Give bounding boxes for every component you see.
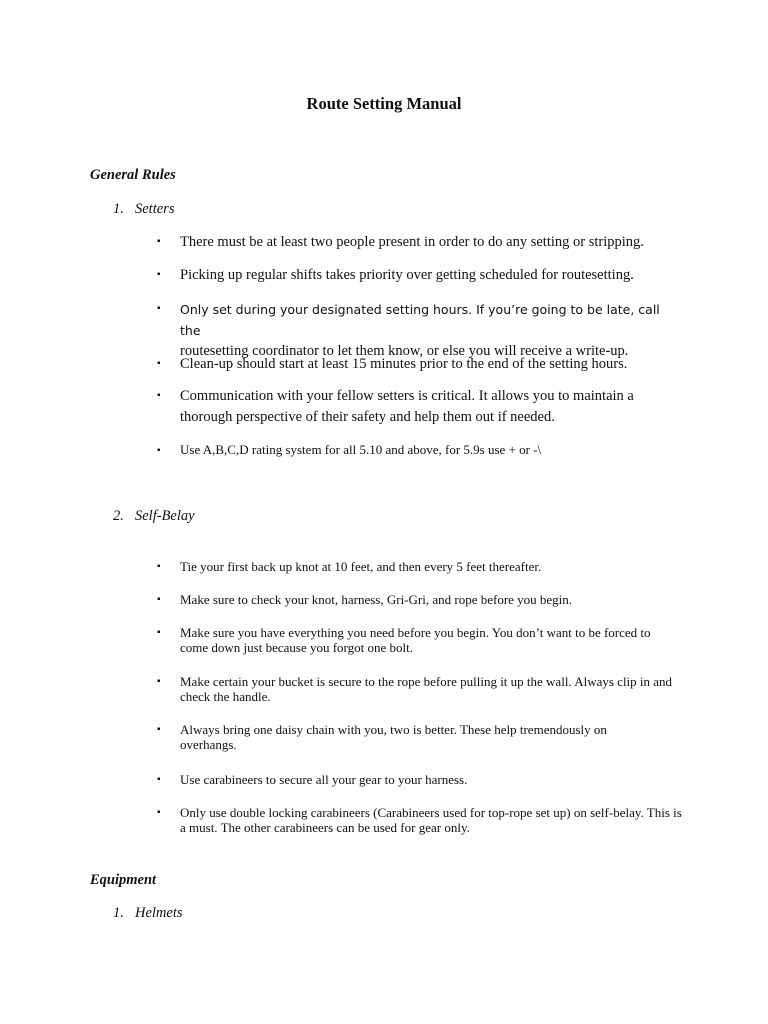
bullet-icon: ▪: [157, 236, 161, 247]
list-item: Always bring one daisy chain with you, two is better. These help tremendously on overhangs.: [180, 722, 607, 752]
bullet-icon: ▪: [157, 594, 161, 605]
bullet-icon: ▪: [157, 627, 161, 638]
bullet-icon: ▪: [157, 774, 161, 785]
bullet-icon: ▪: [157, 390, 161, 401]
subsection-self-belay: [113, 508, 195, 525]
bullet-icon: ▪: [157, 269, 161, 280]
subsection-label: Self-Belay: [135, 508, 195, 524]
page-title: Route Setting Manual: [306, 94, 462, 113]
list-item: Tie your first back up knot at 10 feet, and then every 5 feet thereafter.: [180, 559, 542, 574]
list-item: Only use double locking carabineers (Carabineers used for top-rope set up) on self-belay. This is a must. The other carabineers can be used for gear only.: [180, 805, 682, 835]
section-heading-equipment: Equipment: [90, 872, 157, 888]
list-item: [180, 299, 680, 362]
list-item: Make certain your bucket is secure to the rope before pulling it up the wall. Always clip in and check the handle.: [180, 674, 673, 704]
list-item: Use A,B,C,D rating system for all 5.10 and above, for 5.9s use + or -\: [180, 442, 542, 457]
list-item: Make sure to check your knot, harness, Gri-Gri, and rope before you begin.: [180, 592, 573, 607]
list-item: Use carabineers to secure all your gear to your harness.: [180, 772, 468, 787]
bullet-icon: ▪: [157, 676, 161, 687]
bullet-icon: ▪: [157, 724, 161, 735]
subsection-setters: [113, 201, 174, 218]
subsection-number: 1.: [113, 201, 124, 217]
list-item-line: Only set during your designated setting hours. If you’re going to be late, call the: [180, 302, 660, 338]
subsection-number: 1.: [113, 905, 124, 921]
bullet-icon: ▪: [157, 303, 161, 314]
list-item: Communication with your fellow setters is critical. It allows you to maintain a thorough perspective of their safety and help them out if needed.: [180, 388, 634, 425]
bullet-icon: ▪: [157, 445, 161, 456]
list-item: Picking up regular shifts takes priority over getting scheduled for routesetting.: [180, 267, 634, 283]
subsection-label: Helmets: [135, 905, 183, 921]
bullet-icon: ▪: [157, 358, 161, 369]
section-heading-general-rules: General Rules: [90, 167, 176, 183]
bullet-icon: ▪: [157, 561, 161, 572]
list-item-line: routesetting coordinator to let them know, or else you will receive a write-up.: [180, 343, 629, 359]
list-item: Make sure you have everything you need before you begin. You don’t want to be forced to come down just because you forgot one bolt.: [180, 625, 651, 655]
list-item: There must be at least two people present in order to do any setting or stripping.: [180, 234, 644, 250]
subsection-number: 2.: [113, 508, 124, 524]
subsection-label: Setters: [135, 201, 175, 217]
list-item: Clean-up should start at least 15 minutes prior to the end of the setting hours.: [180, 356, 628, 372]
bullet-icon: ▪: [157, 807, 161, 818]
subsection-helmets: [113, 905, 183, 922]
